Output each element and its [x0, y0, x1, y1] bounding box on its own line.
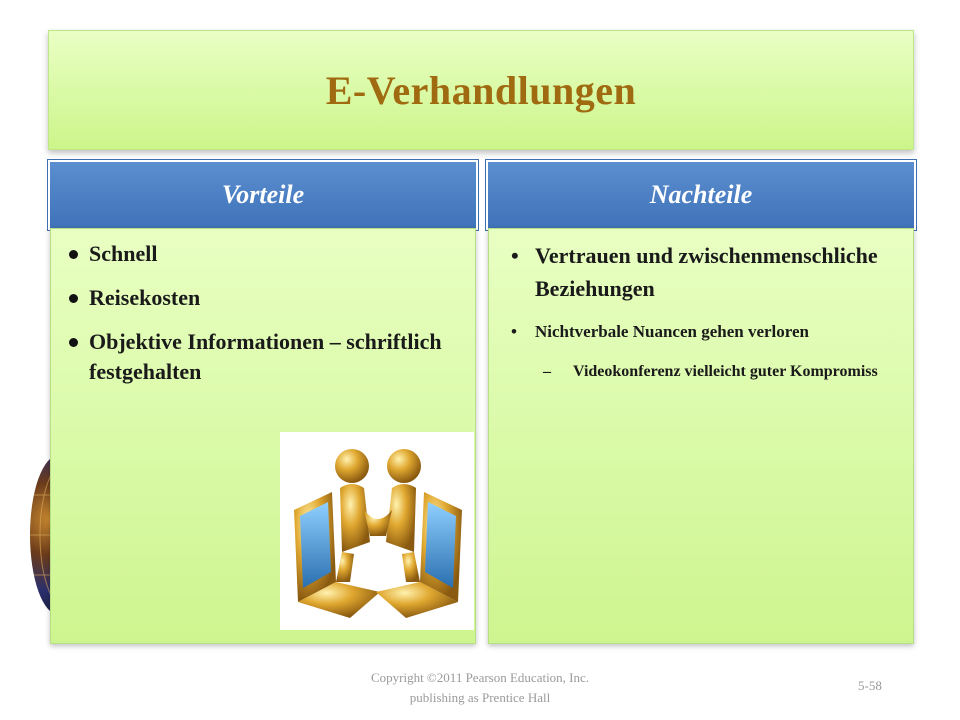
sub-list-item: – Videokonferenz vielleicht guter Kompromiss	[497, 359, 901, 384]
bullet-icon	[69, 250, 78, 259]
bullet-icon: •	[511, 322, 517, 341]
title-box	[48, 30, 914, 150]
bullet-icon: •	[511, 243, 519, 268]
footer-copyright	[330, 668, 630, 708]
header-nachteile	[486, 160, 916, 230]
list-item: Reisekosten	[63, 283, 463, 313]
nachteile-list	[497, 239, 901, 384]
list-item: Schnell	[63, 239, 463, 269]
page-number: 5-58	[858, 678, 882, 693]
handshake-laptops-clipart	[280, 432, 474, 630]
header-vorteile	[48, 160, 478, 230]
list-item: • Nichtverbale Nuancen gehen verloren	[497, 319, 901, 345]
vorteile-list	[63, 239, 463, 401]
slide-title: E-Verhandlungen	[325, 67, 637, 113]
header-nachteile-label: Nachteile	[649, 180, 753, 209]
bullet-icon	[69, 294, 78, 303]
list-item: Objektive Informationen – schriftlich festgehalten	[63, 327, 463, 387]
bullet-icon	[69, 338, 78, 347]
list-item: • Vertrauen und zwischenmenschliche Beziehungen	[497, 239, 901, 305]
header-vorteile-label: Vorteile	[221, 180, 305, 209]
dash-icon: –	[543, 363, 551, 380]
footer-line-2: publishing as Prentice Hall	[409, 690, 551, 705]
footer-line-1: Copyright ©2011 Pearson Education, Inc.	[370, 670, 590, 685]
panel-nachteile	[488, 228, 914, 644]
